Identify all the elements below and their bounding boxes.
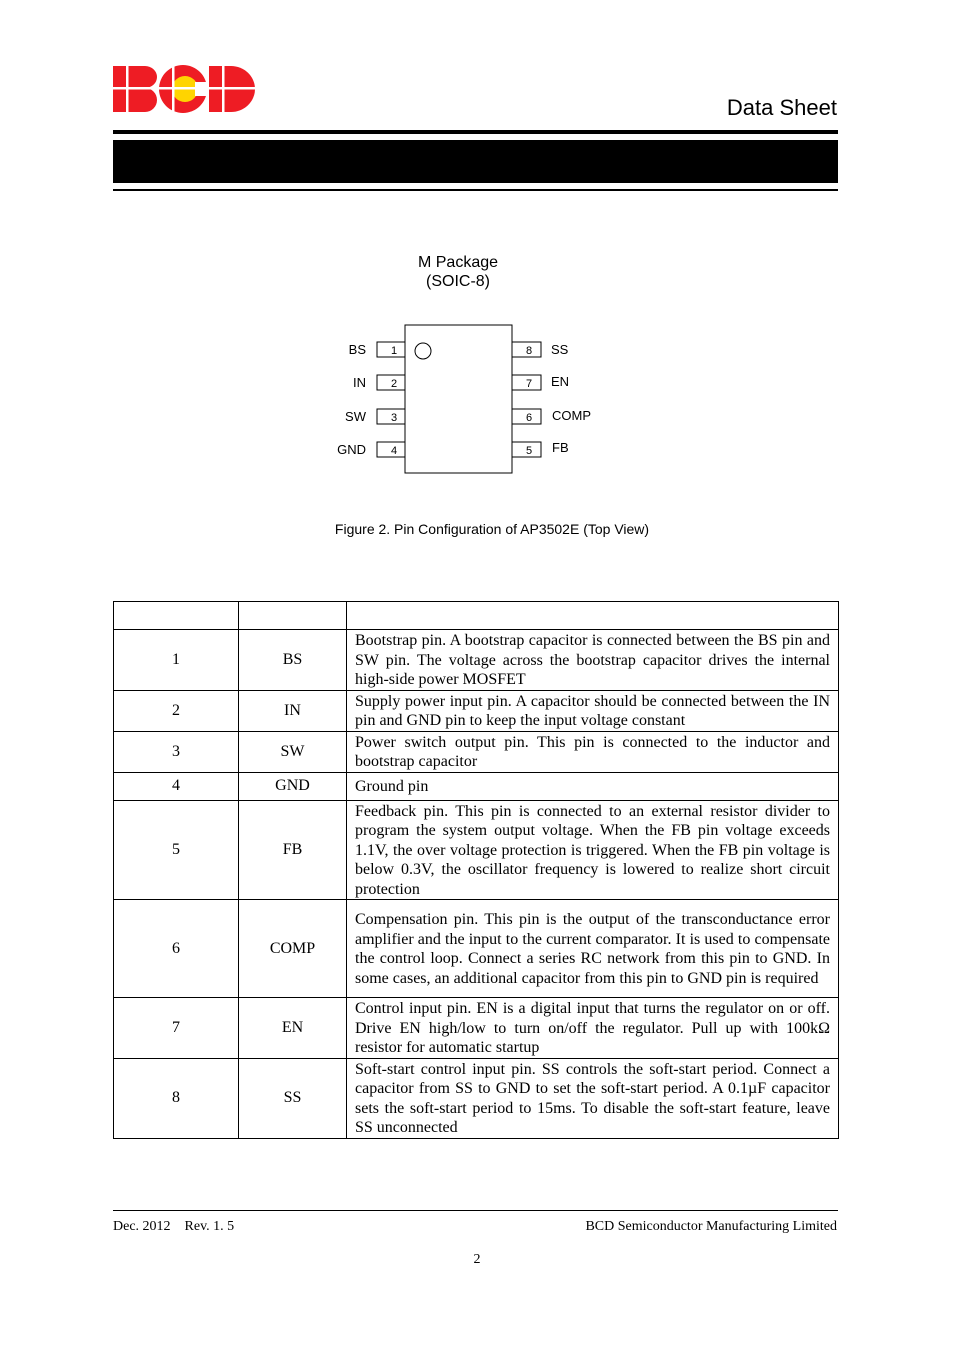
footer-rule: [113, 1210, 838, 1211]
pin-name-cell: SW: [239, 731, 347, 772]
pin-name-cell: IN: [239, 690, 347, 731]
pin-name: COMP: [552, 408, 591, 423]
table-row: [114, 1058, 839, 1138]
header-cell-pin-name: [239, 602, 347, 630]
footer-date-revision: Dec. 2012 Rev. 1. 5: [113, 1219, 235, 1234]
table-row: [114, 731, 839, 772]
pin-function-cell: Compensation pin. This pin is the output of the transconductance error amplifier and the input to the current comparator. It is used to compensate the control loop. Connect a series RC network from this pin to GND. In some cases, an additional capacitor from this pin to GND pin is required: [347, 900, 839, 998]
pin-number-cell: 6: [114, 900, 239, 998]
pin-number: 4: [390, 445, 398, 457]
pin-name: GND: [337, 442, 366, 457]
pin-function-cell: Power switch output pin. This pin is connected to the inductor and bootstrap capacitor: [347, 731, 839, 772]
pin-name-cell: BS: [239, 630, 347, 691]
pin-name-cell: EN: [239, 998, 347, 1059]
table-row: [114, 690, 839, 731]
pin-number: 7: [525, 378, 533, 390]
pin-name-cell: GND: [239, 772, 347, 800]
header-cell-pin-number: [114, 602, 239, 630]
pin-diagram: [320, 315, 620, 485]
pin-name: IN: [353, 375, 366, 390]
pin-name-cell: FB: [239, 800, 347, 900]
pin-number: 3: [390, 412, 398, 424]
ic-body: [405, 325, 512, 473]
title-underline: [113, 189, 838, 191]
pin-name: SS: [551, 342, 569, 357]
pin-number-cell: 4: [114, 772, 239, 800]
title-band: [113, 140, 838, 183]
pin-number: 2: [390, 378, 398, 390]
bcd-logo-graphic: [113, 64, 255, 114]
pin-name: SW: [345, 409, 366, 424]
pin-number: 5: [525, 445, 533, 457]
figure-caption: Figure 2. Pin Configuration of AP3502E (Top View): [334, 521, 650, 537]
package-type: (SOIC-8): [426, 273, 490, 290]
pin-description-table: [113, 601, 839, 1139]
pin-function-cell: Soft-start control input pin. SS controls the soft-start period. Connect a capacitor from SS to GND to set the soft-start period. A 0.1µF capacitor sets the soft-start period to 15ms. To disable the soft-start feature, leave SS unconnected: [347, 1058, 839, 1138]
pin-function-cell: Control input pin. EN is a digital input that turns the regulator on or off. Drive EN high/low to turn on/off the regulator. Pull up with 100kΩ resistor for automatic startup: [347, 998, 839, 1059]
table-row: [114, 998, 839, 1059]
pin-number: 1: [390, 345, 398, 357]
header-rule: [113, 130, 838, 134]
table-row: [114, 800, 839, 900]
table-row: [114, 900, 839, 998]
pin-name-cell: COMP: [239, 900, 347, 998]
pin-function-cell: Ground pin: [347, 772, 839, 800]
pin-number-cell: 8: [114, 1058, 239, 1138]
pin-function-cell: Feedback pin. This pin is connected to an external resistor divider to program the system output voltage. When the FB pin voltage exceeds 1.1V, the over voltage protection is triggered. When the FB pin voltage is below 0.3V, the oscillator frequency is lowered to realize short circuit protection: [347, 800, 839, 900]
pin-number-cell: 7: [114, 998, 239, 1059]
pin-number-cell: 1: [114, 630, 239, 691]
table-row: [114, 772, 839, 800]
footer-company: BCD Semiconductor Manufacturing Limited: [585, 1219, 837, 1234]
pin-function-cell: Bootstrap pin. A bootstrap capacitor is connected between the BS pin and SW pin. The voltage across the bootstrap capacitor drives the internal high-side power MOSFET: [347, 630, 839, 691]
table-header-row: [114, 602, 839, 630]
pin-number-cell: 2: [114, 690, 239, 731]
pin-function-cell: Supply power input pin. A capacitor should be connected between the IN pin and GND pin to keep the input voltage constant: [347, 690, 839, 731]
table-row: [114, 630, 839, 691]
pin-name: FB: [552, 440, 569, 455]
pin-name: EN: [551, 374, 570, 389]
page-number: 2: [473, 1252, 481, 1267]
pin-number: 8: [525, 345, 533, 357]
package-name: M Package: [417, 254, 499, 271]
pin-name-cell: SS: [239, 1058, 347, 1138]
header-cell-function: [347, 602, 839, 630]
bcd-logo: [113, 64, 255, 114]
pin-number-cell: 5: [114, 800, 239, 900]
pin-number-cell: 3: [114, 731, 239, 772]
document-type-label: Data Sheet: [726, 95, 837, 120]
pin-name: BS: [348, 342, 366, 357]
pin-number: 6: [525, 412, 533, 424]
